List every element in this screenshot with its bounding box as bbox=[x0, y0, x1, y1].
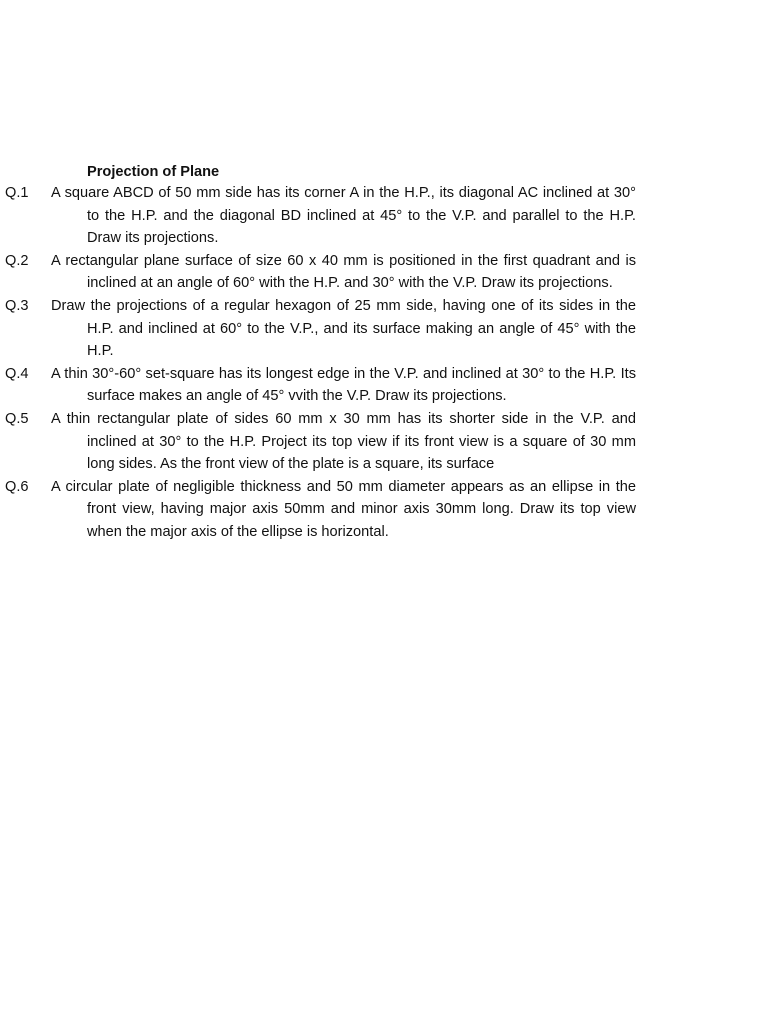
question-6: Q.6 A circular plate of negligible thickness and 50 mm diameter appears as an ellipse in the front view, having major axis 50mm and minor axis 30mm long. Draw its top view when the major axis of the ellipse is horizontal. bbox=[5, 478, 636, 540]
question-1: Q.1 A square ABCD of 50 mm side has its corner A in the H.P., its diagonal AC inclined at 30° to the H.P. and the diagonal BD inclined at 45° to the V.P. and parallel to the H.P. Draw its projections. bbox=[5, 185, 636, 247]
question-5: Q.5 A thin rectangular plate of sides 60 mm x 30 mm has its shorter side in the V.P. and inclined at 30° to the H.P. Project its top view if its front view is a square of 30 mm long sides. As the front view of the plate is a square, its surface bbox=[5, 410, 636, 473]
question-text: A circular plate of negligible thickness and 50 mm diameter appears as an ellipse in the front view, having major axis 50mm and minor axis 30mm long. Draw its top view when the major axis of the ellipse is horizontal. bbox=[51, 478, 636, 540]
question-4: Q.4 A thin 30°-60° set-square has its longest edge in the V.P. and inclined at 30° to the H.P. Its surface makes an angle of 45° vvith the V.P. Draw its projections. bbox=[5, 365, 636, 405]
document-body bbox=[5, 162, 636, 544]
question-text: A square ABCD of 50 mm side has its corner A in the H.P., its diagonal AC inclined at 30° to the H.P. and the diagonal BD inclined at 45° to the V.P. and parallel to the H.P. Draw its projections. bbox=[51, 185, 636, 247]
question-text: A thin 30°-60° set-square has its longest edge in the V.P. and inclined at 30° to the H.P. Its surface makes an angle of 45° vvith the V.P. Draw its projections. bbox=[51, 365, 636, 405]
question-text: Draw the projections of a regular hexagon of 25 mm side, having one of its sides in the H.P. and inclined at 60° to the V.P., and its surface making an angle of 45° with the H.P. bbox=[51, 297, 636, 360]
question-3: Q.3 Draw the projections of a regular hexagon of 25 mm side, having one of its sides in the H.P. and inclined at 60° to the V.P., and its surface making an angle of 45° with the H.P. bbox=[5, 297, 636, 360]
question-text: A thin rectangular plate of sides 60 mm x 30 mm has its shorter side in the V.P. and inclined at 30° to the H.P. Project its top view if its front view is a square of 30 mm long sides. As the front view of the plate is a square, its surface bbox=[51, 410, 636, 473]
question-text: A rectangular plane surface of size 60 x 40 mm is positioned in the first quadrant and is inclined at an angle of 60° with the H.P. and 30° with the V.P. Draw its projections. bbox=[51, 252, 636, 292]
question-2: Q.2 A rectangular plane surface of size 60 x 40 mm is positioned in the first quadrant and is inclined at an angle of 60° with the H.P. and 30° with the V.P. Draw its projections. bbox=[5, 252, 636, 292]
page-title: Projection of Plane bbox=[87, 164, 220, 180]
